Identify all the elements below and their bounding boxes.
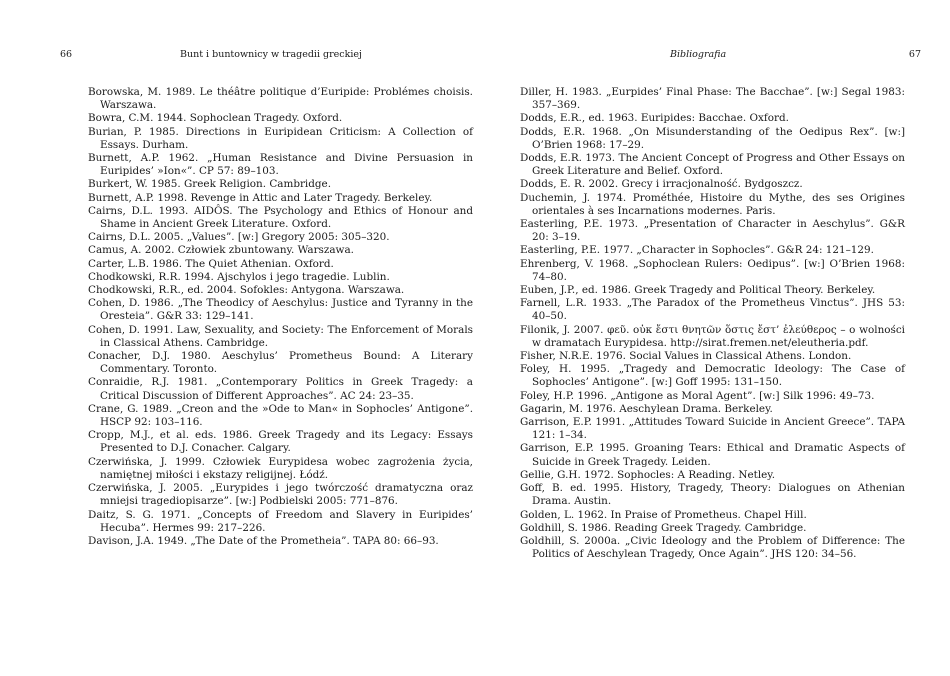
bibliography-entry: Burian, P. 1985. Directions in Euripidean Criticism: A Collection of Essays. Durham. [88,125,473,151]
bibliography-entry: Chodkowski, R.R. 1994. Ajschylos i jego tragedie. Lublin. [88,270,390,283]
bibliography-entry: Conacher, D.J. 1980. Aeschylus’ Prometheus Bound: A Literary Commentary. Toronto. [88,350,473,376]
bibliography-entry: Duchemin, J. 1974. Prométhée, Histoire du Mythe, des ses Origines orientales à ses Incarnations modernes. Paris. [520,191,905,217]
bibliography-entry: Garrison, E.P. 1995. Groaning Tears: Ethical and Dramatic Aspects of Suicide in Greek Tragedy. Leiden. [520,442,905,468]
bibliography-entry: Gellie, G.H. 1972. Sophocles: A Reading. Netley. [520,468,776,481]
running-head-title: Bunt i buntownicy w tragedii greckiej [180,49,362,60]
bibliography-entry: Cohen, D. 1991. Law, Sexuality, and Society: The Enforcement of Morals in Classical Athens. Cambridge. [88,323,473,349]
bibliography-entry: Cropp, M.J., et al. eds. 1986. Greek Tragedy and its Legacy: Essays Presented to D.J. Conacher. Calgary. [88,429,473,455]
page-number: 66 [60,49,73,60]
bibliography-entry: Bowra, C.M. 1944. Sophoclean Tragedy. Oxford. [88,112,343,125]
bibliography-entry: Camus, A. 2002. Człowiek zbuntowany. Warszawa. [88,244,354,257]
bibliography-entry: Ehrenberg, V. 1968. „Sophoclean Rulers: Oedipus”. [w:] O’Brien 1968: 74–80. [520,257,905,283]
bibliography-entry: Diller, H. 1983. „Eurpides’ Final Phase: The Bacchae”. [w:] Segal 1983: 357–369. [520,86,905,112]
bibliography-entry: Goldhill, S. 2000a. „Civic Ideology and the Problem of Difference: The Politics of Aeschylean Tragedy, Once Again”. JHS 120: 34–56. [520,534,905,561]
bibliography-entry: Easterling, P.E. 1973. „Presentation of Character in Aeschylus”. G&R 20: 3–19. [520,218,905,244]
bibliography-entry: Cairns, D.L. 1993. AIDÔS. The Psychology and Ethics of Honour and Shame in Ancient Greek Literature. Oxford. [88,204,473,231]
bibliography-entry: Goldhill, S. 1986. Reading Greek Tragedy. Cambridge. [520,521,807,534]
bibliography-entry: Daitz, S. G. 1971. „Concepts of Freedom and Slavery in Euripides’ Hecuba”. Hermes 99: 217–226. [88,508,473,534]
bibliography-entry: Burkert, W. 1985. Greek Religion. Cambridge. [88,178,332,191]
running-head-title: Bibliografia [670,49,727,60]
bibliography-entry: Davison, J.A. 1949. „The Date of the Prometheia”. TAPA 80: 66–93. [88,534,439,547]
bibliography-entry: Burnett, A.P. 1962. „Human Resistance and Divine Persuasion in Euripides’ »Ion«”. CP 57: 89–103. [88,152,473,178]
bibliography-entry: Golden, L. 1962. In Praise of Prometheus. Chapel Hill. [520,508,807,521]
bibliography-entry: Czerwińska, J. 1999. Człowiek Eurypidesa wobec zagrożenia życia, namiętnej miłości i ekstazy religijnej. Łódź. [88,455,473,481]
bibliography-entry: Conraidie, R.J. 1981. „Contemporary Politics in Greek Tragedy: a Critical Discussion of Different Approaches”. AC 24: 23–35. [88,376,473,402]
bibliography-entry: Cairns, D.L. 2005. „Values”. [w:] Gregory 2005: 305–320. [88,231,390,244]
bibliography-entry: Filonik, J. 2007. φεῦ. οὐκ ἔστι θνητῶν ὅστις ἔστ’ ἐλεύθερος – o wolności w dramatach Eurypidesa. http://sirat.fremen.net/eleutheria.pdf. [520,323,905,349]
bibliography-entry: Czerwińska, J. 2005. „Eurypides i jego twórczość dramatyczna oraz mniejsi tragediopisarze”. [w:] Podbielski 2005: 771–876. [88,482,473,508]
bibliography-entry: Dodds, E. R. 2002. Grecy i irracjonalność. Bydgoszcz. [520,178,803,191]
right-running-head [520,48,921,62]
bibliography-entry: Chodkowski, R.R., ed. 2004. Sofokles: Antygona. Warszawa. [88,284,405,297]
right-page [520,0,921,676]
bibliography-entry: Carter, L.B. 1986. The Quiet Athenian. Oxford. [88,257,334,270]
left-page [60,0,473,676]
bibliography-entry: Goff, B. ed. 1995. History, Tragedy, Theory: Dialogues on Athenian Drama. Austin. [520,482,905,508]
bibliography-entry: Farnell, L.R. 1933. „The Paradox of the Prometheus Vinctus”. JHS 53: 40–50. [520,297,905,323]
bibliography-entry: Dodds, E.R. 1968. „On Misunderstanding of the Oedipus Rex”. [w:] O’Brien 1968: 17–29. [520,125,905,151]
bibliography-entry: Gagarin, M. 1976. Aeschylean Drama. Berkeley. [520,402,773,415]
bibliography-entry: Easterling, P.E. 1977. „Character in Sophocles”. G&R 24: 121–129. [520,244,874,257]
bibliography-entry: Burnett, A.P. 1998. Revenge in Attic and Later Tragedy. Berkeley. [88,191,433,204]
bibliography-entry: Borowska, M. 1989. Le théâtre politique d’Euripide: Problémes choisis. Warszawa. [88,86,473,112]
bibliography-entry: Foley, H.P. 1996. „Antigone as Moral Agent”. [w:] Silk 1996: 49–73. [520,389,875,402]
bibliography-list [88,86,473,548]
bibliography-entry: Crane, G. 1989. „Creon and the »Ode to Man« in Sophocles’ Antigone”. HSCP 92: 103–116. [88,402,473,429]
bibliography-entry: Cohen, D. 1986. „The Theodicy of Aeschylus: Justice and Tyranny in the Oresteia”. G&R 33: 129–141. [88,297,473,323]
bibliography-entry: Euben, J.P., ed. 1986. Greek Tragedy and Political Theory. Berkeley. [520,284,876,297]
bibliography-entry: Fisher, N.R.E. 1976. Social Values in Classical Athens. London. [520,350,852,363]
bibliography-entry: Dodds, E.R. 1973. The Ancient Concept of Progress and Other Essays on Greek Literature and Belief. Oxford. [520,152,905,178]
bibliography-list [520,86,905,561]
left-running-head [60,48,473,62]
bibliography-entry: Foley, H. 1995. „Tragedy and Democratic Ideology: The Case of Sophocles’ Antigone”. [w:] Goff 1995: 131–150. [520,363,905,389]
bibliography-entry: Dodds, E.R., ed. 1963. Euripides: Bacchae. Oxford. [520,112,789,125]
bibliography-entry: Garrison, E.P. 1991. „Attitudes Toward Suicide in Ancient Greece”. TAPA 121: 1–34. [520,416,905,442]
page-number: 67 [908,49,921,60]
